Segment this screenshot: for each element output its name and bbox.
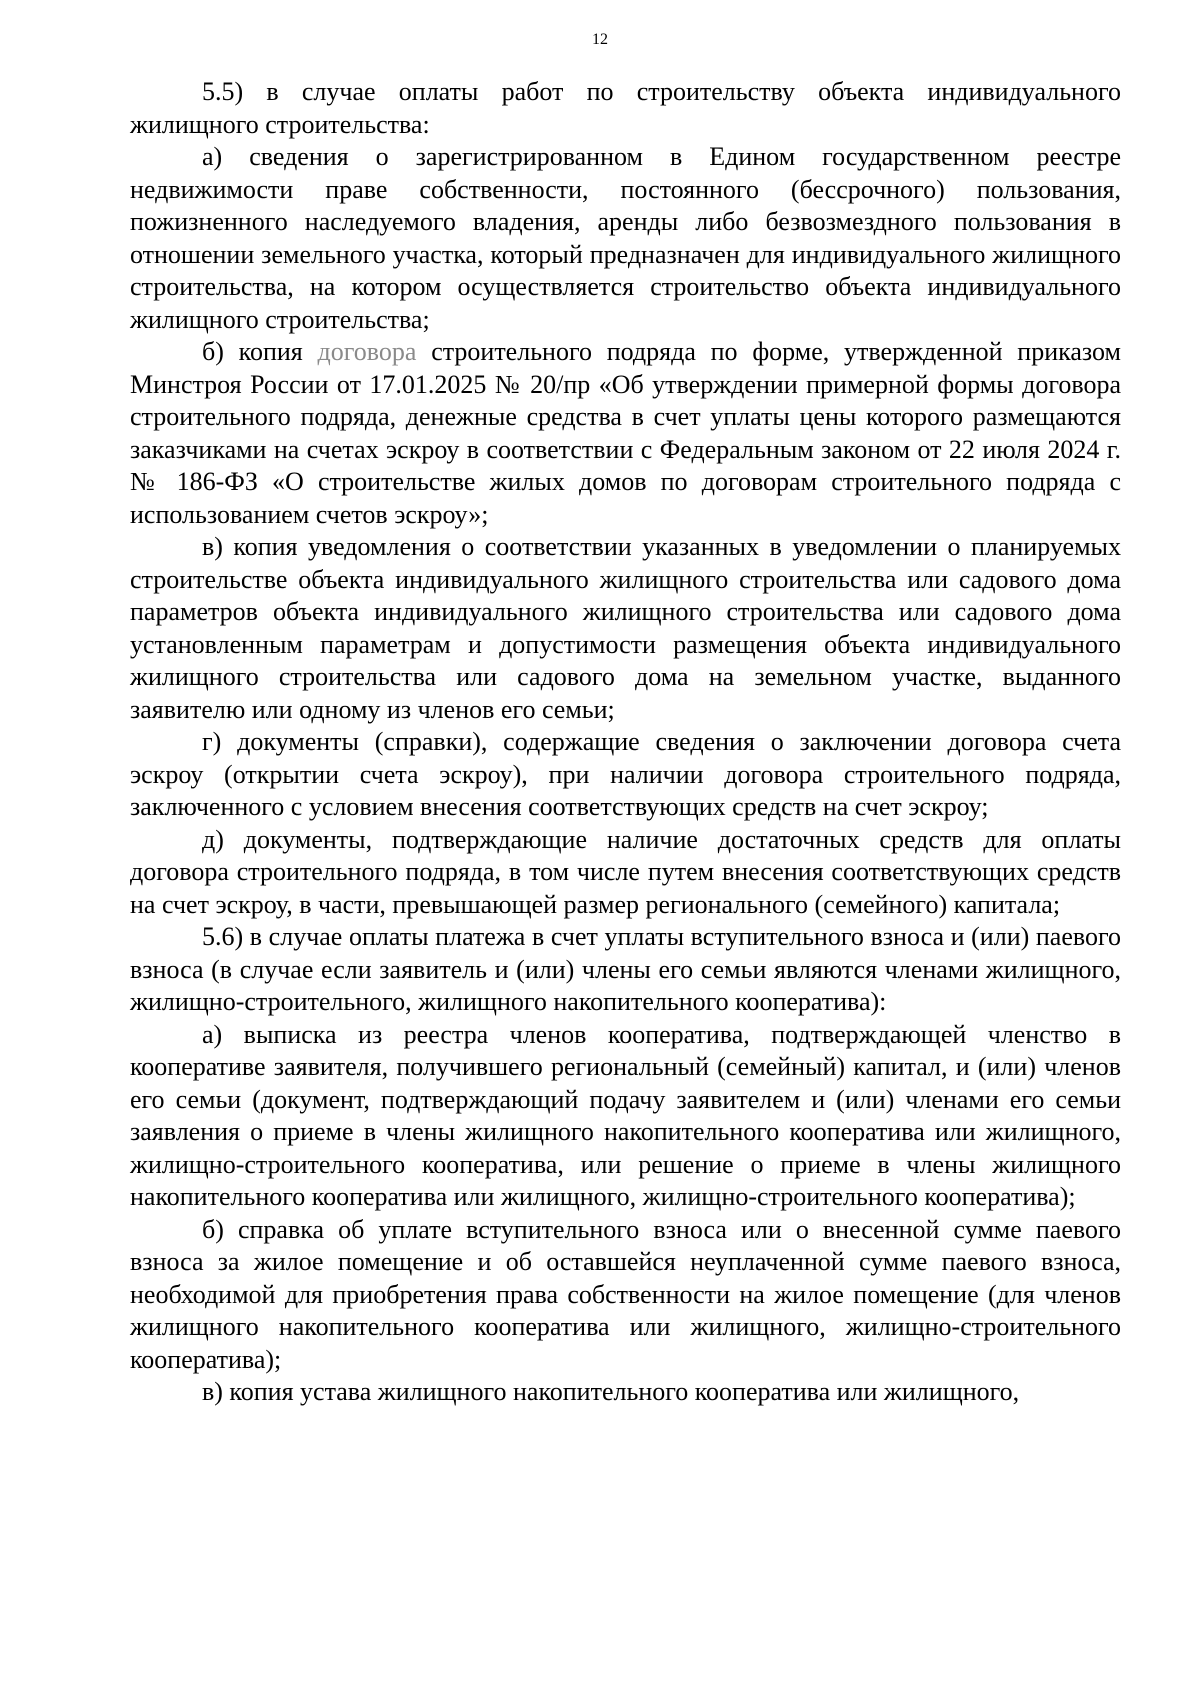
paragraph-5-5: 5.5) в случае оплаты работ по строительству объекта индивидуального жилищного строительства: (130, 77, 1121, 139)
paragraph-5-5-d: д) документы, подтверждающие наличие достаточных средств для оплаты договора строительного подряда, в том числе путем внесения соответствующих средств на счет эскроу, в части, превышающей размер регионального (семейного) капитала; (130, 824, 1121, 919)
faded-word: договора (317, 337, 417, 366)
paragraph-5-5-g: г) документы (справки), содержащие сведения о заключении договора счета эскроу (открытии счета эскроу), при наличии договора строительного подряда, заключенного с условием внесения соответствующих средств на счет эскроу; (130, 727, 1121, 821)
paragraph-5-5-b (130, 336, 1121, 531)
paragraph-5-5-v: в) копия уведомления о соответствии указанных в уведомлении о планируемых строительстве объекта индивидуального жилищного строительства или садового дома параметров объекта индивидуального жилищного строительства или садового дома установленным параметрам и допустимости размещения объекта индивидуального жилищного строительства или садового дома на земельном участке, выданного заявителю или одному из членов его семьи; (130, 532, 1121, 724)
paragraph-5-5-b-start: б) копия (202, 337, 318, 366)
page-number: 12 (592, 31, 608, 48)
paragraph-5-6-a: а) выписка из реестра членов кооператива, подтверждающей членство в кооперативе заявителя, получившего региональный (семейный) капитал, и (или) членов его семьи (документ, подтверждающий подачу заявителем и (или) членами его семьи заявления о приеме в члены жилищного накопительного кооператива или жилищного, жилищно-строительного кооператива, или решение о приеме в члены жилищного накопительного кооператива или жилищного, жилищно-строительного кооператива); (130, 1019, 1121, 1211)
paragraph-5-6-v: в) копия устава жилищного накопительного кооператива или жилищного, (202, 1377, 1020, 1406)
paragraph-5-6-b: б) справка об уплате вступительного взноса или о внесенной сумме паевого взноса за жилое помещение и об оставшейся неуплаченной сумме паевого взноса, необходимой для приобретения права собственности на жилое помещение (для членов жилищного накопительного кооператива или жилищного, жилищно-строительного кооператива); (130, 1214, 1121, 1374)
paragraph-5-5-a: а) сведения о зарегистрированном в Едином государственном реестре недвижимости праве собственности, постоянного (бессрочного) пользования, пожизненного наследуемого владения, аренды либо безвозмездного пользования в отношении земельного участка, который предназначен для индивидуального жилищного строительства, на котором осуществляется строительство объекта индивидуального жилищного строительства; (130, 142, 1121, 334)
paragraph-5-6: 5.6) в случае оплаты платежа в счет уплаты вступительного взноса и (или) паевого взноса (в случае если заявитель и (или) члены его семьи являются членами жилищного, жилищно-строительного, жилищного накопительного кооператива): (130, 922, 1121, 1016)
paragraph-5-5-b-end: строительного подряда по форме, утвержденной приказом Минстроя России от 17.01.2025 № 20/пр «Об утверждении примерной формы договора строительного подряда, денежные средства в счет уплаты цены которого размещаются заказчиками на счетах эскроу в соответствии с Федеральным законом от 22 июля 2024 г. № 186-ФЗ «О строительстве жилых домов по договорам строительного подряда с использованием счетов эскроу»; (130, 337, 1121, 529)
document-body (130, 76, 1121, 1409)
